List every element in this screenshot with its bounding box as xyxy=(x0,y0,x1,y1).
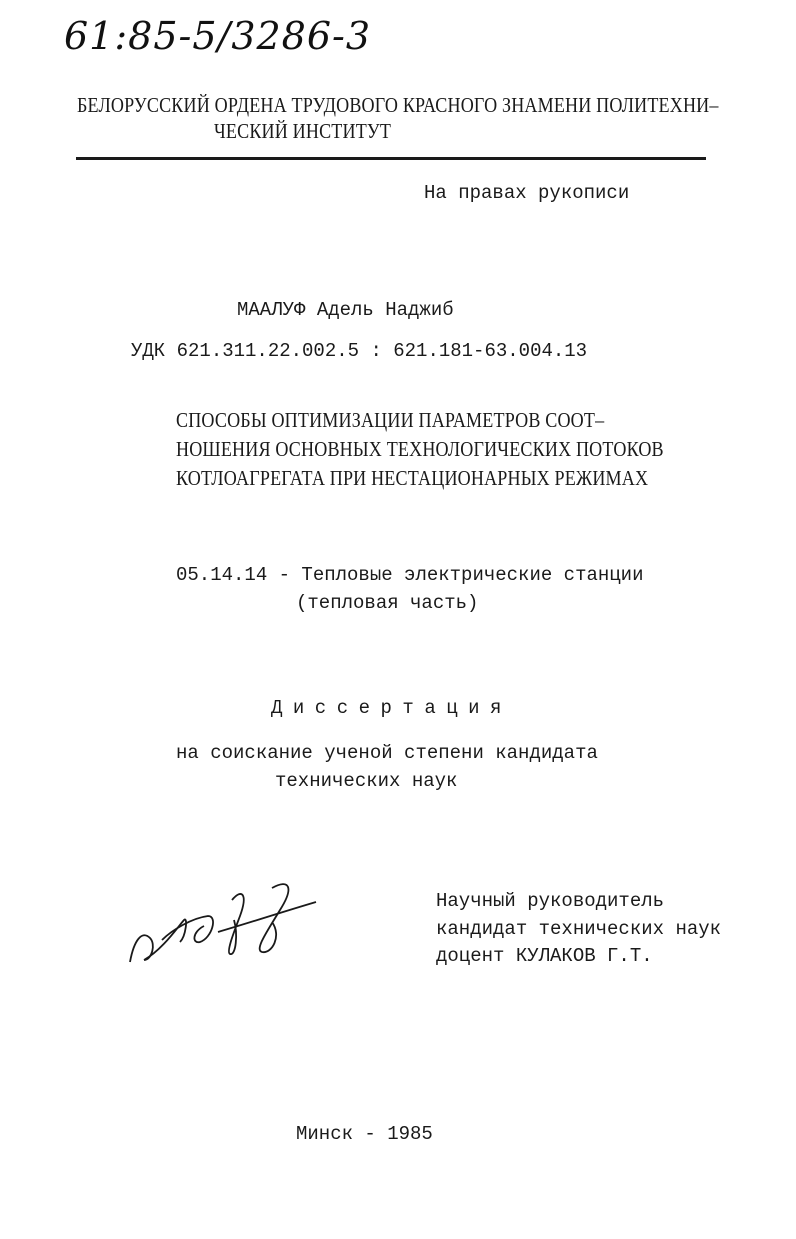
signature-icon xyxy=(122,880,322,980)
place-year: Минск - 1985 xyxy=(296,1123,433,1145)
institution-line-1: БЕЛОРУССКИЙ ОРДЕНА ТРУДОВОГО КРАСНОГО ЗНАМЕНИ ПОЛИТЕХНИ– xyxy=(77,93,719,117)
document-type: Диссертация xyxy=(271,697,512,719)
supervisor-line-2: кандидат технических наук xyxy=(436,918,722,940)
institution-line-2: ЧЕСКИЙ ИНСТИТУТ xyxy=(214,119,392,143)
manuscript-note: На правах рукописи xyxy=(424,182,630,204)
author-name: МААЛУФ Адель Наджиб xyxy=(237,299,454,321)
header-divider xyxy=(76,157,706,160)
degree-line-1: на соискание ученой степени кандидата xyxy=(176,742,598,764)
supervisor-line-1: Научный руководитель xyxy=(436,890,665,912)
degree-line-2: технических наук xyxy=(275,770,458,792)
title-line-2: НОШЕНИЯ ОСНОВНЫХ ТЕХНОЛОГИЧЕСКИХ ПОТОКОВ xyxy=(176,437,664,461)
title-line-3: КОТЛОАГРЕГАТА ПРИ НЕСТАЦИОНАРНЫХ РЕЖИМАХ xyxy=(176,466,649,490)
archive-number: 61:85-5/3286-3 xyxy=(64,14,372,58)
specialty-line-1: 05.14.14 - Тепловые электрические станции xyxy=(176,564,644,586)
supervisor-line-3: доцент КУЛАКОВ Г.Т. xyxy=(436,945,653,967)
udc-code: УДК 621.311.22.002.5 : 621.181-63.004.13 xyxy=(131,340,588,362)
title-line-1: СПОСОБЫ ОПТИМИЗАЦИИ ПАРАМЕТРОВ СООТ– xyxy=(176,408,605,432)
specialty-line-2: (тепловая часть) xyxy=(296,592,479,614)
